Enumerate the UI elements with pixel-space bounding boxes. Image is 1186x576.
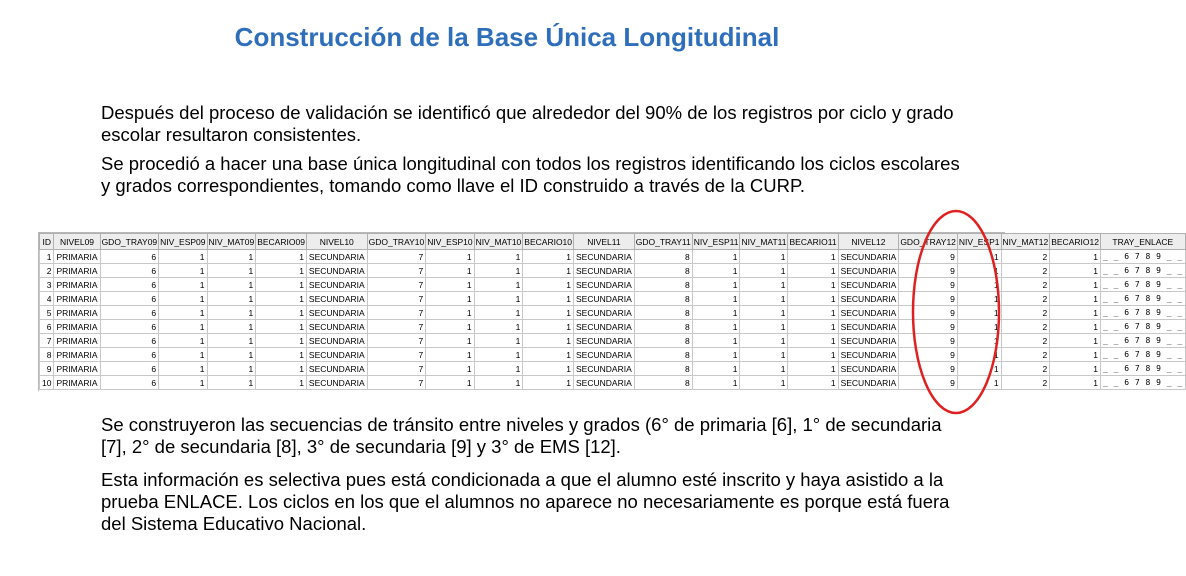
- table-cell: 1: [256, 376, 307, 390]
- table-cell: 1: [474, 348, 523, 362]
- table-cell: 1: [474, 278, 523, 292]
- table-cell: _ _ 6 7 8 9 _ _: [1100, 250, 1185, 264]
- table-cell: 1: [40, 250, 54, 264]
- table-cell: 1: [1050, 278, 1101, 292]
- table-row: [40, 320, 1186, 334]
- table-cell: 7: [367, 264, 426, 278]
- table-cell: SECUNDARIA: [838, 348, 899, 362]
- table-cell: SECUNDARIA: [838, 264, 899, 278]
- table-cell: 1: [159, 348, 207, 362]
- table-cell: 1: [957, 278, 1001, 292]
- table-cell: SECUNDARIA: [838, 250, 899, 264]
- table-cell: 1: [159, 306, 207, 320]
- table-cell: 1: [523, 250, 574, 264]
- table-row: [40, 362, 1186, 376]
- column-header: NIV_MAT11: [740, 234, 788, 250]
- table-cell: 6: [100, 250, 159, 264]
- table-cell: 1: [692, 320, 740, 334]
- table-row: [40, 348, 1186, 362]
- table-cell: PRIMARIA: [54, 362, 100, 376]
- table-cell: 7: [367, 292, 426, 306]
- column-header: BECARIO11: [788, 234, 838, 250]
- table-cell: 6: [40, 320, 54, 334]
- table-cell: 1: [474, 306, 523, 320]
- column-header: GDO_TRAY12: [899, 234, 958, 250]
- table-cell: SECUNDARIA: [838, 306, 899, 320]
- table-cell: 6: [100, 376, 159, 390]
- column-header: BECARIO12: [1050, 234, 1101, 250]
- paragraph-longitudinal-base: Se procedió a hacer una base única longitudinal con todos los registros identificando los ciclos escolares y grados correspondientes, tomando como llave el ID construido a través de la CURP.: [101, 153, 960, 196]
- column-header: ID: [40, 234, 54, 250]
- table-cell: 1: [256, 264, 307, 278]
- table-cell: 1: [256, 250, 307, 264]
- table-cell: PRIMARIA: [54, 348, 100, 362]
- table-row: [40, 278, 1186, 292]
- table-cell: 7: [367, 348, 426, 362]
- table-cell: 7: [40, 334, 54, 348]
- table-cell: 1: [474, 362, 523, 376]
- table-cell: 10: [40, 376, 54, 390]
- table-cell: 1: [1050, 292, 1101, 306]
- table-cell: 1: [957, 250, 1001, 264]
- table-cell: 8: [634, 278, 692, 292]
- table-cell: 1: [692, 334, 740, 348]
- table-cell: 2: [1001, 320, 1050, 334]
- table-cell: 1: [523, 264, 574, 278]
- table-cell: PRIMARIA: [54, 334, 100, 348]
- table-cell: SECUNDARIA: [306, 278, 367, 292]
- table-cell: PRIMARIA: [54, 320, 100, 334]
- table-cell: 1: [523, 376, 574, 390]
- column-header: NIV_ESP1: [957, 234, 1001, 250]
- table-cell: _ _ 6 7 8 9 _ _: [1100, 264, 1185, 278]
- table-cell: 1: [256, 292, 307, 306]
- table-cell: SECUNDARIA: [306, 348, 367, 362]
- column-header: NIVEL12: [838, 234, 899, 250]
- table-row: [40, 376, 1186, 390]
- table-cell: 2: [1001, 278, 1050, 292]
- table-cell: 2: [1001, 362, 1050, 376]
- table-cell: _ _ 6 7 8 9 _ _: [1100, 292, 1185, 306]
- table-cell: 1: [159, 264, 207, 278]
- table-row: [40, 334, 1186, 348]
- table-cell: SECUNDARIA: [838, 292, 899, 306]
- table-cell: 1: [692, 278, 740, 292]
- paragraph-validation: Después del proceso de validación se identificó que alrededor del 90% de los registros por ciclo y grado escolar resultaron consistentes.: [101, 102, 954, 145]
- column-header: NIVEL09: [54, 234, 100, 250]
- table-cell: 1: [788, 278, 838, 292]
- column-header: GDO_TRAY09: [100, 234, 159, 250]
- table-cell: 1: [1050, 264, 1101, 278]
- table-cell: _ _ 6 7 8 9 _ _: [1100, 348, 1185, 362]
- table-cell: 1: [256, 362, 307, 376]
- table-cell: 8: [634, 320, 692, 334]
- table-cell: SECUNDARIA: [838, 362, 899, 376]
- table-cell: 2: [1001, 334, 1050, 348]
- table-cell: 1: [788, 362, 838, 376]
- table-cell: 1: [426, 334, 474, 348]
- table-cell: 1: [523, 320, 574, 334]
- table-cell: SECUNDARIA: [574, 362, 635, 376]
- table-cell: 1: [788, 306, 838, 320]
- table-cell: 1: [692, 250, 740, 264]
- column-header: NIVEL11: [574, 234, 635, 250]
- data-table: [39, 233, 1186, 390]
- column-header: NIV_MAT12: [1001, 234, 1050, 250]
- table-cell: 1: [426, 306, 474, 320]
- table-cell: 1: [207, 306, 256, 320]
- table-cell: 1: [426, 320, 474, 334]
- table-cell: SECUNDARIA: [306, 250, 367, 264]
- table-cell: 9: [899, 278, 958, 292]
- table-cell: SECUNDARIA: [306, 264, 367, 278]
- table-row: [40, 250, 1186, 264]
- table-cell: 8: [634, 250, 692, 264]
- table-cell: 1: [523, 278, 574, 292]
- table-row: [40, 292, 1186, 306]
- table-cell: SECUNDARIA: [306, 320, 367, 334]
- table-cell: 1: [740, 320, 788, 334]
- table-cell: 1: [788, 292, 838, 306]
- table-cell: 1: [1050, 306, 1101, 320]
- table-cell: 1: [788, 376, 838, 390]
- table-cell: 4: [40, 292, 54, 306]
- table-cell: 6: [100, 278, 159, 292]
- table-cell: 1: [474, 250, 523, 264]
- table-cell: _ _ 6 7 8 9 _ _: [1100, 334, 1185, 348]
- table-cell: 1: [426, 376, 474, 390]
- column-header: NIV_ESP09: [159, 234, 207, 250]
- table-cell: 1: [740, 306, 788, 320]
- table-cell: 2: [1001, 264, 1050, 278]
- table-cell: 1: [740, 292, 788, 306]
- table-cell: SECUNDARIA: [838, 376, 899, 390]
- table-cell: 1: [692, 376, 740, 390]
- table-cell: 6: [100, 264, 159, 278]
- table-cell: 6: [100, 348, 159, 362]
- table-cell: 1: [523, 292, 574, 306]
- table-cell: 8: [634, 376, 692, 390]
- column-header: NIV_ESP10: [426, 234, 474, 250]
- table-cell: 1: [207, 376, 256, 390]
- table-cell: 8: [634, 264, 692, 278]
- table-cell: 7: [367, 278, 426, 292]
- table-cell: 1: [692, 264, 740, 278]
- table-cell: _ _ 6 7 8 9 _ _: [1100, 278, 1185, 292]
- table-cell: 1: [207, 320, 256, 334]
- table-cell: 1: [426, 278, 474, 292]
- table-cell: 9: [899, 376, 958, 390]
- column-header: GDO_TRAY11: [634, 234, 692, 250]
- table-cell: 1: [207, 250, 256, 264]
- table-cell: 1: [1050, 334, 1101, 348]
- table-cell: 1: [957, 334, 1001, 348]
- table-cell: 9: [40, 362, 54, 376]
- table-cell: 1: [692, 306, 740, 320]
- table-cell: 1: [256, 334, 307, 348]
- table-cell: 9: [899, 348, 958, 362]
- table-cell: 1: [159, 320, 207, 334]
- table-cell: 9: [899, 250, 958, 264]
- column-header: NIV_MAT09: [207, 234, 256, 250]
- table-cell: 1: [740, 264, 788, 278]
- table-cell: 1: [1050, 376, 1101, 390]
- table-cell: 6: [100, 306, 159, 320]
- table-cell: 1: [256, 348, 307, 362]
- table-cell: 6: [100, 334, 159, 348]
- table-cell: 1: [957, 348, 1001, 362]
- table-cell: 1: [426, 292, 474, 306]
- column-header: TRAY_ENLACE: [1100, 234, 1185, 250]
- table-cell: 7: [367, 334, 426, 348]
- table-cell: 7: [367, 320, 426, 334]
- table-cell: 1: [207, 264, 256, 278]
- table-cell: 1: [957, 306, 1001, 320]
- table-cell: 1: [474, 264, 523, 278]
- table-cell: 1: [207, 362, 256, 376]
- table-cell: 1: [159, 376, 207, 390]
- table-cell: 1: [692, 348, 740, 362]
- table-cell: 1: [523, 334, 574, 348]
- table-cell: 1: [159, 334, 207, 348]
- table-cell: SECUNDARIA: [574, 250, 635, 264]
- table-cell: 8: [634, 306, 692, 320]
- table-cell: 1: [740, 278, 788, 292]
- table-cell: 1: [957, 362, 1001, 376]
- table-cell: 2: [1001, 306, 1050, 320]
- table-cell: 1: [207, 292, 256, 306]
- table-cell: 1: [957, 320, 1001, 334]
- table-cell: SECUNDARIA: [306, 334, 367, 348]
- table-cell: 1: [1050, 362, 1101, 376]
- table-cell: 1: [474, 320, 523, 334]
- table-cell: 1: [740, 334, 788, 348]
- table-cell: 1: [1050, 320, 1101, 334]
- column-header: NIVEL10: [306, 234, 367, 250]
- table-cell: SECUNDARIA: [838, 334, 899, 348]
- table-cell: 7: [367, 250, 426, 264]
- table-cell: 8: [634, 292, 692, 306]
- table-cell: 1: [740, 250, 788, 264]
- table-cell: SECUNDARIA: [574, 278, 635, 292]
- table-cell: PRIMARIA: [54, 278, 100, 292]
- table-cell: 1: [740, 348, 788, 362]
- table-cell: SECUNDARIA: [306, 292, 367, 306]
- table-cell: 7: [367, 362, 426, 376]
- table-cell: SECUNDARIA: [838, 320, 899, 334]
- table-cell: 1: [159, 278, 207, 292]
- table-cell: 1: [692, 362, 740, 376]
- table-cell: 2: [1001, 292, 1050, 306]
- table-row: [40, 264, 1186, 278]
- table-cell: SECUNDARIA: [306, 376, 367, 390]
- table-cell: 3: [40, 278, 54, 292]
- table-cell: 1: [426, 264, 474, 278]
- table-cell: 1: [740, 376, 788, 390]
- table-cell: 1: [426, 362, 474, 376]
- table-cell: 7: [367, 306, 426, 320]
- table-cell: 9: [899, 264, 958, 278]
- table-cell: SECUNDARIA: [574, 292, 635, 306]
- table-cell: 9: [899, 292, 958, 306]
- table-cell: 8: [634, 334, 692, 348]
- table-cell: PRIMARIA: [54, 292, 100, 306]
- table-cell: 1: [474, 334, 523, 348]
- table-cell: SECUNDARIA: [574, 320, 635, 334]
- table-cell: 1: [788, 250, 838, 264]
- table-cell: 1: [474, 376, 523, 390]
- table-cell: 2: [1001, 250, 1050, 264]
- table-cell: 9: [899, 334, 958, 348]
- table-cell: 8: [40, 348, 54, 362]
- table-row: [40, 306, 1186, 320]
- table-cell: 1: [207, 348, 256, 362]
- table-cell: 1: [692, 292, 740, 306]
- table-cell: 1: [1050, 348, 1101, 362]
- table-cell: 1: [474, 292, 523, 306]
- table-cell: 1: [256, 306, 307, 320]
- table-cell: 1: [788, 334, 838, 348]
- column-header: GDO_TRAY10: [367, 234, 426, 250]
- table-cell: _ _ 6 7 8 9 _ _: [1100, 376, 1185, 390]
- column-header: BECARIO10: [523, 234, 574, 250]
- table-cell: 6: [100, 292, 159, 306]
- table-cell: SECUNDARIA: [838, 278, 899, 292]
- table-cell: SECUNDARIA: [574, 306, 635, 320]
- table-cell: 7: [367, 376, 426, 390]
- table-cell: _ _ 6 7 8 9 _ _: [1100, 362, 1185, 376]
- table-cell: 1: [207, 334, 256, 348]
- table-cell: 1: [159, 362, 207, 376]
- table-cell: _ _ 6 7 8 9 _ _: [1100, 306, 1185, 320]
- table-cell: 1: [957, 292, 1001, 306]
- table-cell: 2: [1001, 376, 1050, 390]
- column-header: NIV_ESP11: [692, 234, 740, 250]
- table-cell: PRIMARIA: [54, 306, 100, 320]
- table-cell: SECUNDARIA: [306, 362, 367, 376]
- table-cell: 1: [788, 348, 838, 362]
- table-cell: 1: [788, 320, 838, 334]
- table-cell: SECUNDARIA: [306, 306, 367, 320]
- table-cell: 1: [523, 306, 574, 320]
- table-cell: 5: [40, 306, 54, 320]
- table-cell: 9: [899, 320, 958, 334]
- table-cell: 8: [634, 362, 692, 376]
- table-cell: _ _ 6 7 8 9 _ _: [1100, 320, 1185, 334]
- table-cell: 1: [523, 362, 574, 376]
- table-header-row: [40, 234, 1186, 250]
- table-cell: 1: [159, 292, 207, 306]
- table-cell: 1: [1050, 250, 1101, 264]
- table-cell: 2: [40, 264, 54, 278]
- table-cell: 1: [207, 278, 256, 292]
- table-cell: 1: [788, 264, 838, 278]
- table-cell: SECUNDARIA: [574, 348, 635, 362]
- table-cell: SECUNDARIA: [574, 334, 635, 348]
- table-cell: 1: [957, 264, 1001, 278]
- table-cell: PRIMARIA: [54, 250, 100, 264]
- table-cell: 6: [100, 362, 159, 376]
- paragraph-selective-info: Esta información es selectiva pues está condicionada a que el alumno esté inscrito y haya asistido a la prueba ENLACE. Los ciclos en los que el alumnos no aparece no necesariamente es porque está fuera del Sistema Educativo Nacional.: [101, 469, 950, 534]
- table-cell: 2: [1001, 348, 1050, 362]
- table-cell: PRIMARIA: [54, 264, 100, 278]
- table-cell: PRIMARIA: [54, 376, 100, 390]
- table-cell: 1: [159, 250, 207, 264]
- table-cell: 1: [256, 278, 307, 292]
- table-cell: 6: [100, 320, 159, 334]
- paragraph-transit-sequences: Se construyeron las secuencias de tránsito entre niveles y grados (6° de primaria [6], 1° de secundaria [7], 2° de secundaria [8], 3° de secundaria [9] y 3° de EMS [12].: [101, 414, 942, 457]
- table-cell: 8: [634, 348, 692, 362]
- table-cell: 1: [523, 348, 574, 362]
- table-cell: 9: [899, 306, 958, 320]
- table-cell: SECUNDARIA: [574, 264, 635, 278]
- column-header: BECARIO09: [256, 234, 307, 250]
- table-cell: 9: [899, 362, 958, 376]
- column-header: NIV_MAT10: [474, 234, 523, 250]
- table-cell: SECUNDARIA: [574, 376, 635, 390]
- table-cell: 1: [426, 250, 474, 264]
- data-table-screenshot: [38, 232, 1183, 391]
- table-cell: 1: [426, 348, 474, 362]
- table-cell: 1: [740, 362, 788, 376]
- table-cell: 1: [256, 320, 307, 334]
- slide-title: Construcción de la Base Única Longitudinal: [234, 22, 780, 52]
- table-cell: 1: [957, 376, 1001, 390]
